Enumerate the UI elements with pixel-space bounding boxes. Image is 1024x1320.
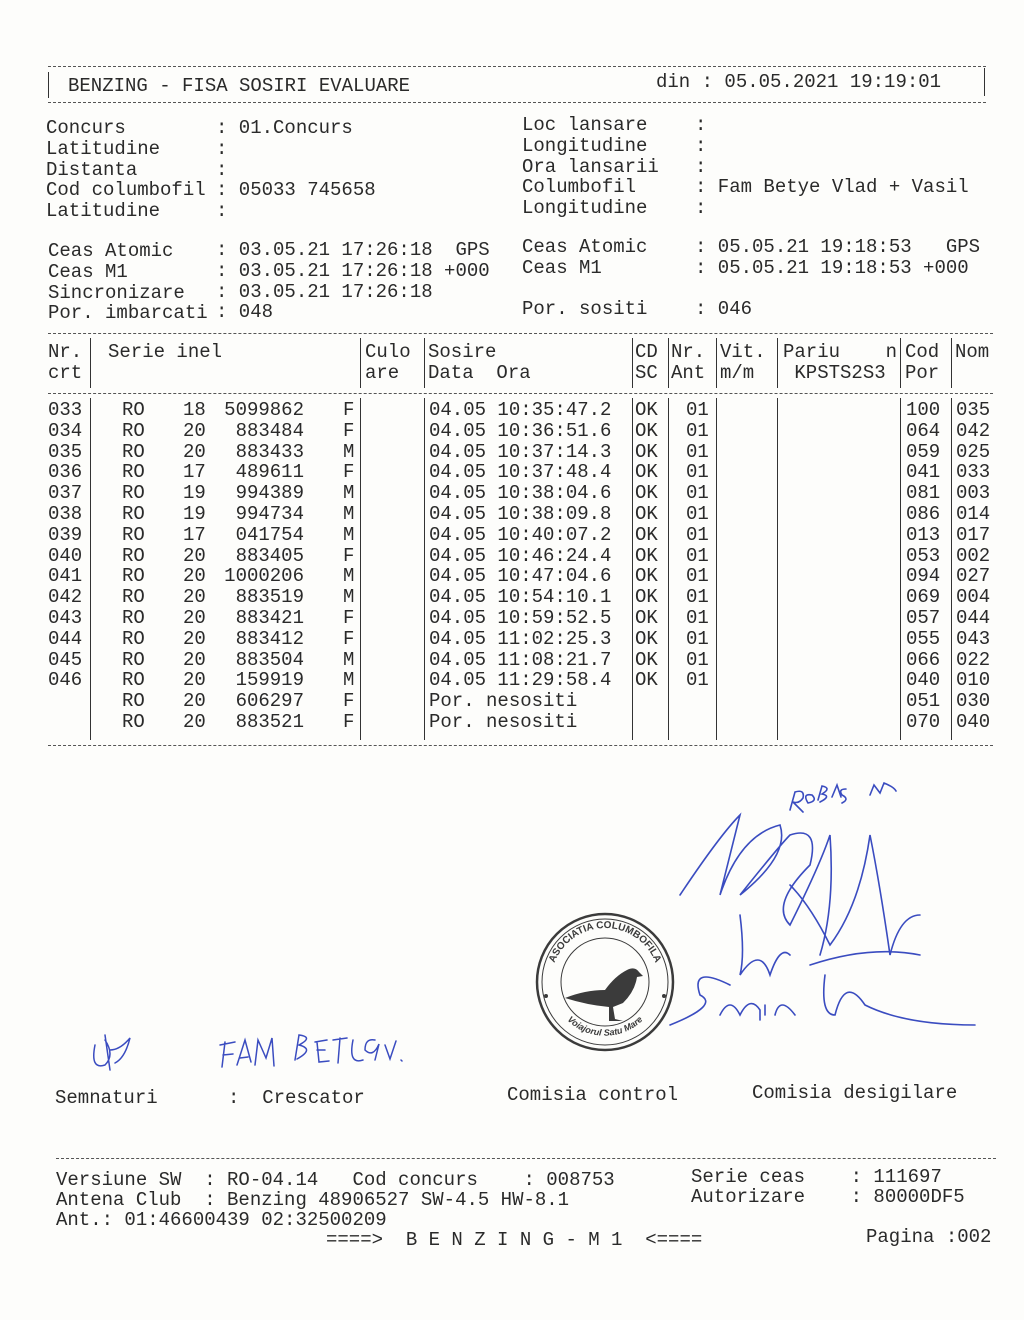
cell-inel: 994734: [235, 503, 304, 525]
table-row: [0, 670, 1024, 690]
cell-sosire: 04.05 10:46:24.4: [429, 544, 612, 567]
cell-sosire: 04.05 10:38:04.6: [429, 482, 612, 505]
cell-an: 20: [183, 419, 206, 442]
cell-cod: 094: [906, 565, 941, 588]
cell-tara: RO: [122, 711, 145, 733]
cell-cd: OK: [635, 503, 658, 525]
info-label: Latitudine: [46, 138, 206, 160]
cell-ant: 01: [686, 607, 709, 629]
cell-nr: 041: [48, 565, 83, 588]
cell-tara: RO: [122, 565, 145, 588]
cell-cod: 069: [906, 586, 941, 609]
cell-nr: 045: [48, 648, 83, 671]
info-value: :: [695, 197, 707, 219]
cell-cd: OK: [635, 607, 658, 629]
cell-sosire: 04.05 10:40:07.2: [429, 523, 612, 546]
cell-cd: OK: [635, 565, 658, 588]
cell-sex: M: [343, 482, 355, 505]
cell-ant: 01: [686, 399, 709, 421]
clock-value: : 03.05.21 17:26:18 +000: [216, 260, 490, 282]
cell-cd: OK: [635, 669, 658, 692]
cell-inel: 883405: [235, 544, 304, 567]
cell-sosire: 04.05 10:38:09.8: [429, 503, 612, 525]
cell-an: 20: [183, 627, 206, 650]
column-header-cdsc: CD: [635, 341, 658, 363]
cell-nom: 017: [956, 523, 991, 546]
cell-nom: 022: [956, 648, 991, 671]
column-divider: [716, 338, 717, 388]
cell-an: 17: [183, 461, 206, 484]
table-row: [0, 712, 1024, 732]
column-divider: [90, 338, 91, 388]
table-row: [0, 504, 1024, 524]
column-header-cod: Cod: [905, 341, 940, 363]
cell-sosire: Por. nesositi: [429, 690, 578, 713]
cell-sex: F: [343, 544, 355, 567]
cell-ant: 01: [686, 419, 709, 442]
table-row: [0, 691, 1024, 711]
cell-nom: 042: [956, 419, 991, 442]
cell-cod: 041: [906, 461, 941, 484]
cell-sex: M: [343, 565, 355, 588]
column-header-cod: Por: [905, 362, 940, 384]
table-row: [0, 462, 1024, 482]
cell-tara: RO: [122, 648, 145, 671]
cell-ant: 01: [686, 669, 709, 692]
clock-label: Por. sositi: [522, 298, 682, 320]
clock-label: Ceas Atomic: [48, 240, 208, 262]
column-divider: [951, 338, 952, 388]
cell-ant: 01: [686, 648, 709, 671]
cell-nr: 044: [48, 627, 83, 650]
cell-ant: 01: [686, 565, 709, 588]
cell-cod: 055: [906, 627, 941, 650]
info-label: Ora lansarii: [522, 156, 671, 178]
commission-signatures: [660, 775, 980, 1045]
cell-sex: M: [343, 586, 355, 609]
cell-nr: 046: [48, 669, 83, 692]
cell-an: 20: [183, 690, 206, 713]
cell-an: 18: [183, 399, 206, 421]
cell-an: 19: [183, 503, 206, 525]
column-header-sosire: Data Ora: [428, 362, 531, 384]
cell-cod: 013: [906, 523, 941, 546]
table-rule: [48, 745, 993, 746]
cell-sex: F: [343, 711, 355, 733]
cell-tara: RO: [122, 399, 145, 421]
signatures-label: Semnaturi: [55, 1087, 158, 1109]
cell-sosire: 04.05 11:02:25.3: [429, 627, 612, 650]
column-divider: [424, 338, 425, 388]
document-date: din : 05.05.2021 19:19:01: [656, 71, 942, 93]
cell-tara: RO: [122, 690, 145, 713]
cell-tara: RO: [122, 503, 145, 525]
cell-sex: F: [343, 627, 355, 650]
cell-nr: 037: [48, 482, 83, 505]
cell-ant: 01: [686, 482, 709, 505]
cell-tara: RO: [122, 482, 145, 505]
cell-sosire: 04.05 10:54:10.1: [429, 586, 612, 609]
cell-inel: 159919: [235, 669, 304, 692]
table-row: [0, 483, 1024, 503]
cell-nom: 004: [956, 586, 991, 609]
column-divider: [777, 338, 778, 388]
cell-inel: 1000206: [224, 565, 304, 588]
cell-an: 20: [183, 586, 206, 609]
cell-inel: 606297: [235, 690, 304, 713]
cell-cd: OK: [635, 461, 658, 484]
info-label: Longitudine: [522, 197, 671, 219]
column-divider: [360, 338, 361, 388]
cell-an: 20: [183, 440, 206, 463]
cell-ant: 01: [686, 461, 709, 484]
cell-inel: 883484: [235, 419, 304, 442]
cell-tara: RO: [122, 523, 145, 546]
cell-an: 19: [183, 482, 206, 505]
clock-value: : 03.05.21 17:26:18 GPS: [216, 239, 490, 261]
document-title: BENZING - FISA SOSIRI EVALUARE: [68, 75, 411, 97]
cell-sosire: 04.05 10:59:52.5: [429, 607, 612, 629]
column-header-cdsc: SC: [635, 362, 658, 384]
clock-value: : 048: [216, 301, 274, 323]
cell-cd: OK: [635, 419, 658, 442]
cell-nom: 002: [956, 544, 991, 567]
column-header-pariu: Pariu n: [783, 341, 898, 363]
cell-nom: 033: [956, 461, 991, 484]
cell-an: 17: [183, 523, 206, 546]
column-header-vit: m/m: [720, 362, 755, 384]
table-rule: [48, 393, 993, 394]
clock-label: Ceas Atomic: [522, 236, 682, 258]
antenna-ids: Ant.: 01:46600439 02:32500209: [56, 1209, 387, 1231]
cell-nr: 033: [48, 399, 83, 421]
table-row: [0, 608, 1024, 628]
association-stamp: [533, 910, 678, 1055]
cell-sex: M: [343, 503, 355, 525]
clock-label: Sincronizare: [48, 282, 208, 304]
cell-tara: RO: [122, 544, 145, 567]
info-value: : 01.Concurs: [216, 117, 353, 139]
clock-value: : 046: [695, 298, 753, 320]
cell-inel: 883433: [235, 440, 304, 463]
cell-inel: 883504: [235, 648, 304, 671]
cell-sosire: 04.05 10:37:48.4: [429, 461, 612, 484]
info-value: :: [695, 114, 707, 136]
cell-sex: M: [343, 648, 355, 671]
cell-sex: F: [343, 461, 355, 484]
software-version: Versiune SW : RO-04.14 Cod concurs : 008753: [56, 1169, 615, 1191]
cell-cod: 057: [906, 607, 941, 629]
cell-tara: RO: [122, 440, 145, 463]
cell-an: 20: [183, 669, 206, 692]
clock-label: Ceas M1: [48, 261, 208, 283]
cell-an: 20: [183, 544, 206, 567]
cell-an: 20: [183, 648, 206, 671]
table-rule: [48, 333, 993, 334]
table-row: [0, 587, 1024, 607]
cell-tara: RO: [122, 586, 145, 609]
cell-inel: 883421: [235, 607, 304, 629]
info-label: Columbofil: [522, 176, 671, 198]
breeder-signatures: [85, 1030, 435, 1080]
table-row: [0, 629, 1024, 649]
cell-cod: 100: [906, 399, 941, 421]
info-label: Latitudine: [46, 200, 206, 222]
cell-ant: 01: [686, 627, 709, 650]
cell-nr: 043: [48, 607, 83, 629]
info-label: Cod columbofil: [46, 179, 206, 201]
cell-nr: 034: [48, 419, 83, 442]
breeder-label: : Crescator: [228, 1087, 365, 1109]
stamp-bottom-text: Voiajorul Satu Mare: [565, 1014, 645, 1038]
column-divider: [668, 338, 669, 388]
cell-cd: OK: [635, 523, 658, 546]
table-row: [0, 400, 1024, 420]
page-number: Pagina :002: [866, 1226, 992, 1248]
cell-tara: RO: [122, 419, 145, 442]
cell-inel: 883521: [235, 711, 304, 733]
cell-sosire: 04.05 10:35:47.2: [429, 399, 612, 421]
cell-tara: RO: [122, 669, 145, 692]
cell-sosire: 04.05 11:29:58.4: [429, 669, 612, 692]
cell-nom: 027: [956, 565, 991, 588]
cell-cd: OK: [635, 627, 658, 650]
column-header-pariu: KPSTS2S3: [783, 362, 886, 384]
cell-sosire: 04.05 10:47:04.6: [429, 565, 612, 588]
cell-ant: 01: [686, 503, 709, 525]
cell-inel: 489611: [235, 461, 304, 484]
cell-nr: 042: [48, 586, 83, 609]
cell-inel: 883519: [235, 586, 304, 609]
benzing-banner: ====> B E N Z I N G - M 1 <====: [326, 1229, 703, 1251]
clock-label: Ceas M1: [522, 257, 682, 279]
cell-nr: 035: [48, 440, 83, 463]
cell-cod: 051: [906, 690, 941, 713]
header-top-rule: [48, 66, 986, 67]
column-header-ant: Ant: [671, 362, 706, 384]
column-header-culoare: Culo: [365, 341, 411, 363]
cell-sex: M: [343, 669, 355, 692]
column-header-serie: Serie inel: [108, 341, 223, 363]
cell-cd: OK: [635, 482, 658, 505]
column-header-nom: Nom: [955, 341, 990, 363]
info-value: :: [216, 159, 228, 181]
cell-nr: 040: [48, 544, 83, 567]
cell-nom: 040: [956, 711, 991, 733]
cell-cod: 070: [906, 711, 941, 733]
cell-nom: 043: [956, 627, 991, 650]
column-header-culoare: are: [365, 362, 400, 384]
cell-cd: OK: [635, 544, 658, 567]
header-bottom-rule: [48, 102, 986, 103]
table-row: [0, 442, 1024, 462]
clock-label: Por. imbarcati: [48, 302, 208, 324]
clock-serial: Serie ceas : 111697: [691, 1166, 942, 1188]
cell-sex: M: [343, 523, 355, 546]
column-header-nr: crt: [48, 362, 83, 384]
cell-cod: 059: [906, 440, 941, 463]
info-value: : Fam Betye Vlad + Vasil: [695, 176, 969, 198]
table-row: [0, 566, 1024, 586]
info-label: Loc lansare: [522, 114, 671, 136]
info-label: Concurs: [46, 117, 206, 139]
cell-tara: RO: [122, 627, 145, 650]
cell-sex: F: [343, 399, 355, 421]
table-row: [0, 546, 1024, 566]
cell-ant: 01: [686, 586, 709, 609]
cell-inel: 994389: [235, 482, 304, 505]
header-left-border: [48, 72, 49, 98]
cell-sex: F: [343, 419, 355, 442]
column-divider: [900, 338, 901, 388]
cell-nom: 030: [956, 690, 991, 713]
control-commission-label: Comisia control: [507, 1084, 679, 1106]
cell-cod: 086: [906, 503, 941, 525]
table-row: [0, 525, 1024, 545]
cell-cd: OK: [635, 586, 658, 609]
info-value: :: [216, 200, 228, 222]
cell-nom: 025: [956, 440, 991, 463]
cell-nr: 038: [48, 503, 83, 525]
cell-inel: 041754: [235, 523, 304, 546]
cell-nr: 039: [48, 523, 83, 546]
cell-tara: RO: [122, 461, 145, 484]
column-header-sosire: Sosire: [428, 341, 497, 363]
stamp-star-icon: [544, 994, 548, 998]
cell-nom: 035: [956, 399, 991, 421]
column-header-ant: Nr.: [671, 341, 706, 363]
info-value: :: [695, 156, 707, 178]
cell-sosire: 04.05 11:08:21.7: [429, 648, 612, 671]
cell-cod: 040: [906, 669, 941, 692]
cell-cod: 066: [906, 648, 941, 671]
cell-sosire: 04.05 10:37:14.3: [429, 440, 612, 463]
table-row: [0, 421, 1024, 441]
unsealing-commission-label: Comisia desigilare: [752, 1082, 958, 1104]
cell-cd: OK: [635, 440, 658, 463]
antenna-club: Antena Club : Benzing 48906527 SW-4.5 HW-8.1: [56, 1189, 570, 1211]
cell-ant: 01: [686, 544, 709, 567]
footer-rule: [56, 1158, 996, 1159]
clock-value: : 03.05.21 17:26:18: [216, 281, 433, 303]
cell-sex: F: [343, 690, 355, 713]
clock-value: : 05.05.21 19:18:53 GPS: [695, 236, 981, 258]
column-header-vit: Vit.: [720, 341, 766, 363]
info-value: :: [695, 135, 707, 157]
cell-cd: OK: [635, 648, 658, 671]
cell-cd: OK: [635, 399, 658, 421]
cell-sex: F: [343, 607, 355, 629]
info-label: Distanta: [46, 159, 206, 181]
info-label: Longitudine: [522, 135, 671, 157]
cell-an: 20: [183, 607, 206, 629]
clock-value: : 05.05.21 19:18:53 +000: [695, 257, 969, 279]
cell-inel: 883412: [235, 627, 304, 650]
cell-nr: 036: [48, 461, 83, 484]
cell-cod: 064: [906, 419, 941, 442]
header-right-border: [984, 68, 985, 96]
info-value: :: [216, 138, 228, 160]
cell-cod: 081: [906, 482, 941, 505]
cell-ant: 01: [686, 440, 709, 463]
table-row: [0, 650, 1024, 670]
cell-inel: 5099862: [224, 399, 304, 421]
info-value: : 05033 745658: [216, 179, 376, 201]
cell-sosire: Por. nesositi: [429, 711, 578, 733]
cell-nom: 010: [956, 669, 991, 692]
column-divider: [632, 338, 633, 388]
cell-ant: 01: [686, 523, 709, 546]
authorization: Autorizare : 80000DF5: [691, 1186, 965, 1208]
cell-an: 20: [183, 711, 206, 733]
column-header-nr: Nr.: [48, 341, 83, 363]
stamp-top-text: ASOCIATIA COLUMBOFILA: [547, 919, 663, 965]
stamp-star-icon: [662, 994, 666, 998]
cell-an: 20: [183, 565, 206, 588]
cell-sosire: 04.05 10:36:51.6: [429, 419, 612, 442]
cell-nom: 014: [956, 503, 991, 525]
cell-nom: 044: [956, 607, 991, 629]
cell-sex: M: [343, 440, 355, 463]
cell-nom: 003: [956, 482, 991, 505]
cell-cod: 053: [906, 544, 941, 567]
cell-tara: RO: [122, 607, 145, 629]
